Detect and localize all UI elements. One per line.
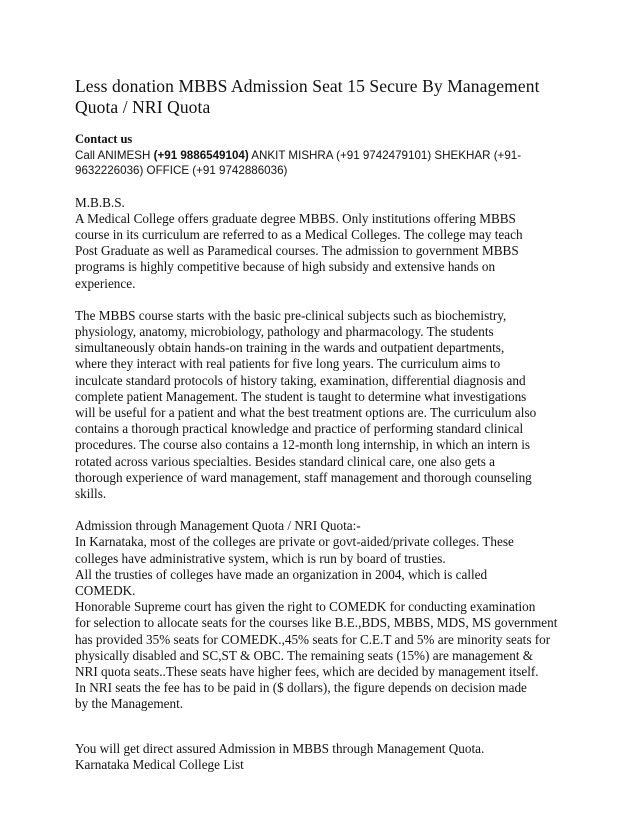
admission-line: NRI quota seats..These seats have higher fees, which are decided by management itself.: [75, 663, 539, 679]
contact-heading: Contact us: [75, 132, 133, 146]
closing-line: You will get direct assured Admission in MBBS through Management Quota.: [75, 740, 485, 756]
admission-line: All the trusties of colleges have made an organization in 2004, which is called: [75, 566, 488, 582]
mbbs-line: programs is highly competitive because of high subsidy and extensive hands on: [75, 259, 496, 275]
course-line: thorough experience of ward management, staff management and thorough counseling: [75, 469, 532, 485]
course-line: procedures. The course also contains a 12-month long internship, in which an intern is: [75, 437, 530, 453]
contact-line-1-rest: ANKIT MISHRA (+91 9742479101) SHEKHAR (+91-: [248, 148, 522, 162]
spacer: [75, 292, 575, 308]
admission-line: has provided 35% seats for COMEDK.,45% seats for C.E.T and 5% are minority seats for: [75, 631, 551, 647]
admission-paragraph: [75, 518, 575, 712]
admission-line: In NRI seats the fee has to be paid in ($ dollars), the figure depends on decision made: [75, 680, 527, 696]
course-line: The MBBS course starts with the basic pre-clinical subjects such as biochemistry,: [75, 307, 507, 323]
mbbs-line: course in its curriculum are referred to as a Medical Colleges. The college may teach: [75, 226, 523, 242]
college-list-heading: Karnataka Medical College List: [75, 756, 244, 772]
mbbs-line: Post Graduate as well as Paramedical courses. The admission to government MBBS: [75, 243, 519, 259]
closing-section: [75, 741, 575, 773]
course-line: physiology, anatomy, microbiology, pathology and pharmacology. The students: [75, 323, 494, 339]
course-line: inculcate standard protocols of history taking, examination, differential diagnosis and: [75, 372, 526, 388]
title-line-2: Quota / NRI Quota: [75, 97, 211, 117]
admission-heading: Admission through Management Quota / NRI Quota:-: [75, 518, 361, 534]
contact-block: [75, 132, 575, 179]
admission-line: COMEDK.: [75, 582, 136, 598]
course-paragraph: [75, 308, 575, 502]
admission-section: [75, 518, 575, 712]
course-line: skills.: [75, 485, 107, 501]
title-line-1: Less donation MBBS Admission Seat 15 Secure By Management: [75, 76, 540, 96]
contact-line-2: 9632226036) OFFICE (+91 9742886036): [75, 164, 288, 177]
spacer: [75, 713, 575, 741]
mbbs-section: [75, 195, 575, 292]
mbbs-line: experience.: [75, 275, 136, 291]
admission-line: for selection to allocate seats for the courses like B.E.,BDS, MBBS, MDS, MS government: [75, 615, 558, 631]
course-section: [75, 308, 575, 502]
course-line: complete patient Management. The student is taught to determine what investigations: [75, 388, 527, 404]
document-page: [75, 76, 575, 773]
closing-paragraph: [75, 741, 575, 773]
mbbs-paragraph: [75, 211, 575, 292]
admission-line: physically disabled and SC,ST & OBC. The remaining seats (15%) are management &: [75, 647, 534, 663]
contact-prefix: Call ANIMESH: [75, 148, 154, 162]
admission-line: colleges have administrative system, which is run by board of trusties.: [75, 550, 446, 566]
page-title: [75, 76, 575, 118]
course-line: contains a thorough practical knowledge and practice of performing standard clinical: [75, 421, 524, 437]
admission-line: by the Management.: [75, 696, 184, 712]
spacer: [75, 502, 575, 518]
course-line: will be useful for a patient and what the best treatment options are. The curriculum also: [75, 404, 537, 420]
mbbs-line: A Medical College offers graduate degree MBBS. Only institutions offering MBBS: [75, 210, 516, 226]
course-line: simultaneously obtain hands-on training in the wards and outpatient departments,: [75, 340, 505, 356]
mbbs-heading: M.B.B.S.: [75, 194, 125, 210]
course-line: rotated across various specialties. Besides standard clinical care, one also gets a: [75, 453, 496, 469]
admission-line: In Karnataka, most of the colleges are private or govt-aided/private colleges. These: [75, 534, 514, 550]
course-line: where they interact with real patients for five long years. The curriculum aims to: [75, 356, 501, 372]
contact-phone-animesh: (+91 9886549104): [153, 148, 249, 162]
admission-line: Honorable Supreme court has given the right to COMEDK for conducting examination: [75, 599, 536, 615]
